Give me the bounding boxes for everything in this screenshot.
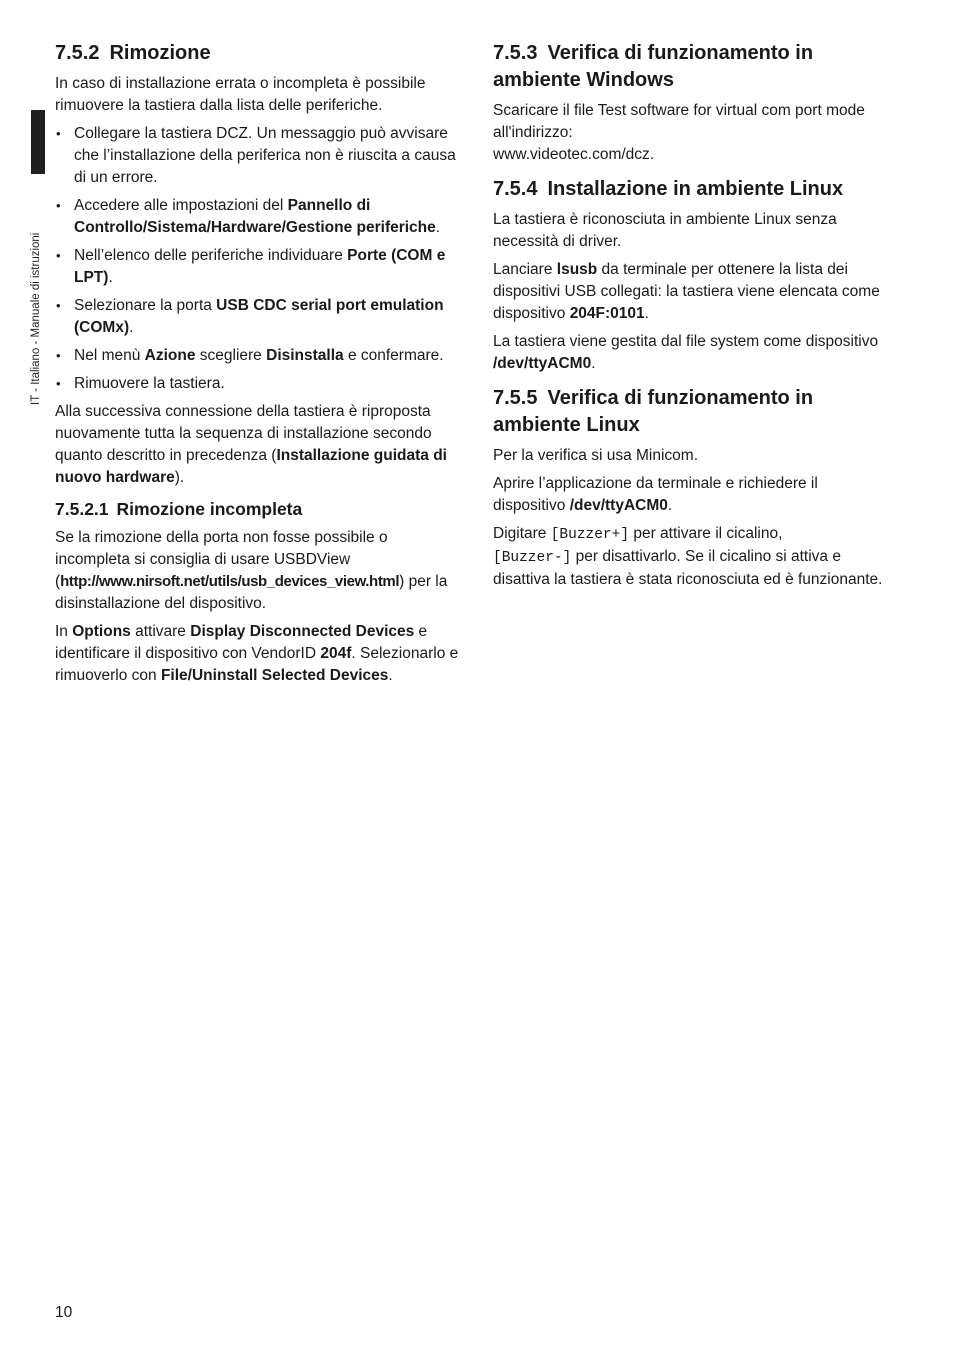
section-7-5-2-1-para-1: Se la rimozione della porta non fosse possibile o incompleta si consiglia di usare USBDView (http://www.nirsoft.net/utils/usb_devices_view.html) per la disinstallazione del dispositivo. xyxy=(55,529,448,612)
section-7-5-4-para-2: Lanciare lsusb da terminale per ottenere la lista dei dispositivi USB collegati: la tastiera viene elencata come dispositivo 204F:0101. xyxy=(493,261,880,322)
buzzer-on-command: [Buzzer+] xyxy=(550,527,630,543)
left-column xyxy=(55,40,465,693)
list-item: • Selezionare la porta USB CDC serial port emulation (COMx). xyxy=(55,295,465,339)
section-7-5-3-para: Scaricare il file Test software for virtual com port mode all'indirizzo: www.videotec.com/dcz. xyxy=(493,102,865,163)
section-7-5-5-para-2: Aprire l’applicazione da terminale e richiedere il dispositivo /dev/ttyACM0. xyxy=(493,475,818,514)
section-7-5-5-para-3: Digitare [Buzzer+] per attivare il cicalino, [Buzzer-] per disattivarlo. Se il cicalino si attiva e disattiva la tastiera è stata riconosciuta ed è funzionante. xyxy=(493,525,883,588)
list-item: • Nel menù Azione scegliere Disinstalla e confermare. xyxy=(55,345,465,367)
section-7-5-2-after: Alla successiva connessione della tastiera è riproposta nuovamente tutta la sequenza di installazione secondo quanto descritto in precedenza (Installazione guidata di nuovo hardware). xyxy=(55,403,447,486)
list-item: • Accedere alle impostazioni del Pannello di Controllo/Sistema/Hardware/Gestione periferiche. xyxy=(55,195,465,239)
section-7-5-5-para-1: Per la verifica si usa Minicom. xyxy=(493,447,699,464)
list-item: • Nell’elenco delle periferiche individuare Porte (COM e LPT). xyxy=(55,245,465,289)
section-7-5-2-heading: 7.5.2 Rimozione xyxy=(55,42,211,64)
section-7-5-3-heading: 7.5.3 Verifica di funzionamento in ambiente Windows xyxy=(493,42,814,91)
section-7-5-5-heading: 7.5.5 Verifica di funzionamento in ambiente Linux xyxy=(493,387,814,436)
list-item: • Rimuovere la tastiera. xyxy=(55,373,465,395)
section-7-5-2-1-heading: 7.5.2.1 Rimozione incompleta xyxy=(55,499,303,519)
page-number: 10 xyxy=(55,1304,73,1321)
videotec-link[interactable]: www.videotec.com/dcz. xyxy=(493,146,655,163)
section-7-5-4-heading: 7.5.4 Installazione in ambiente Linux xyxy=(493,178,844,200)
removal-steps-list xyxy=(55,123,465,395)
side-running-header: IT - Italiano - Manuale di istruzioni xyxy=(30,232,42,405)
right-column xyxy=(493,40,888,597)
section-7-5-4-para-3: La tastiera viene gestita dal file system come dispositivo /dev/ttyACM0. xyxy=(493,333,879,372)
buzzer-off-command: [Buzzer-] xyxy=(493,550,572,566)
section-7-5-4-para-1: La tastiera è riconosciuta in ambiente Linux senza necessità di driver. xyxy=(493,211,837,250)
usbdview-link[interactable]: http://www.nirsoft.net/utils/usb_devices_view.html xyxy=(60,573,400,590)
section-7-5-2-intro: In caso di installazione errata o incompleta è possibile rimuovere la tastiera dalla lista delle periferiche. xyxy=(55,75,426,114)
section-7-5-2-1-para-2: In Options attivare Display Disconnected Devices e identificare il dispositivo con VendorID 204f. Selezionarlo e rimuoverlo con File/Uninstall Selected Devices. xyxy=(55,623,459,684)
list-item: • Collegare la tastiera DCZ. Un messaggio può avvisare che l’installazione della periferica non è riuscita a causa di un errore. xyxy=(55,123,465,189)
side-tab-marker xyxy=(31,110,45,174)
